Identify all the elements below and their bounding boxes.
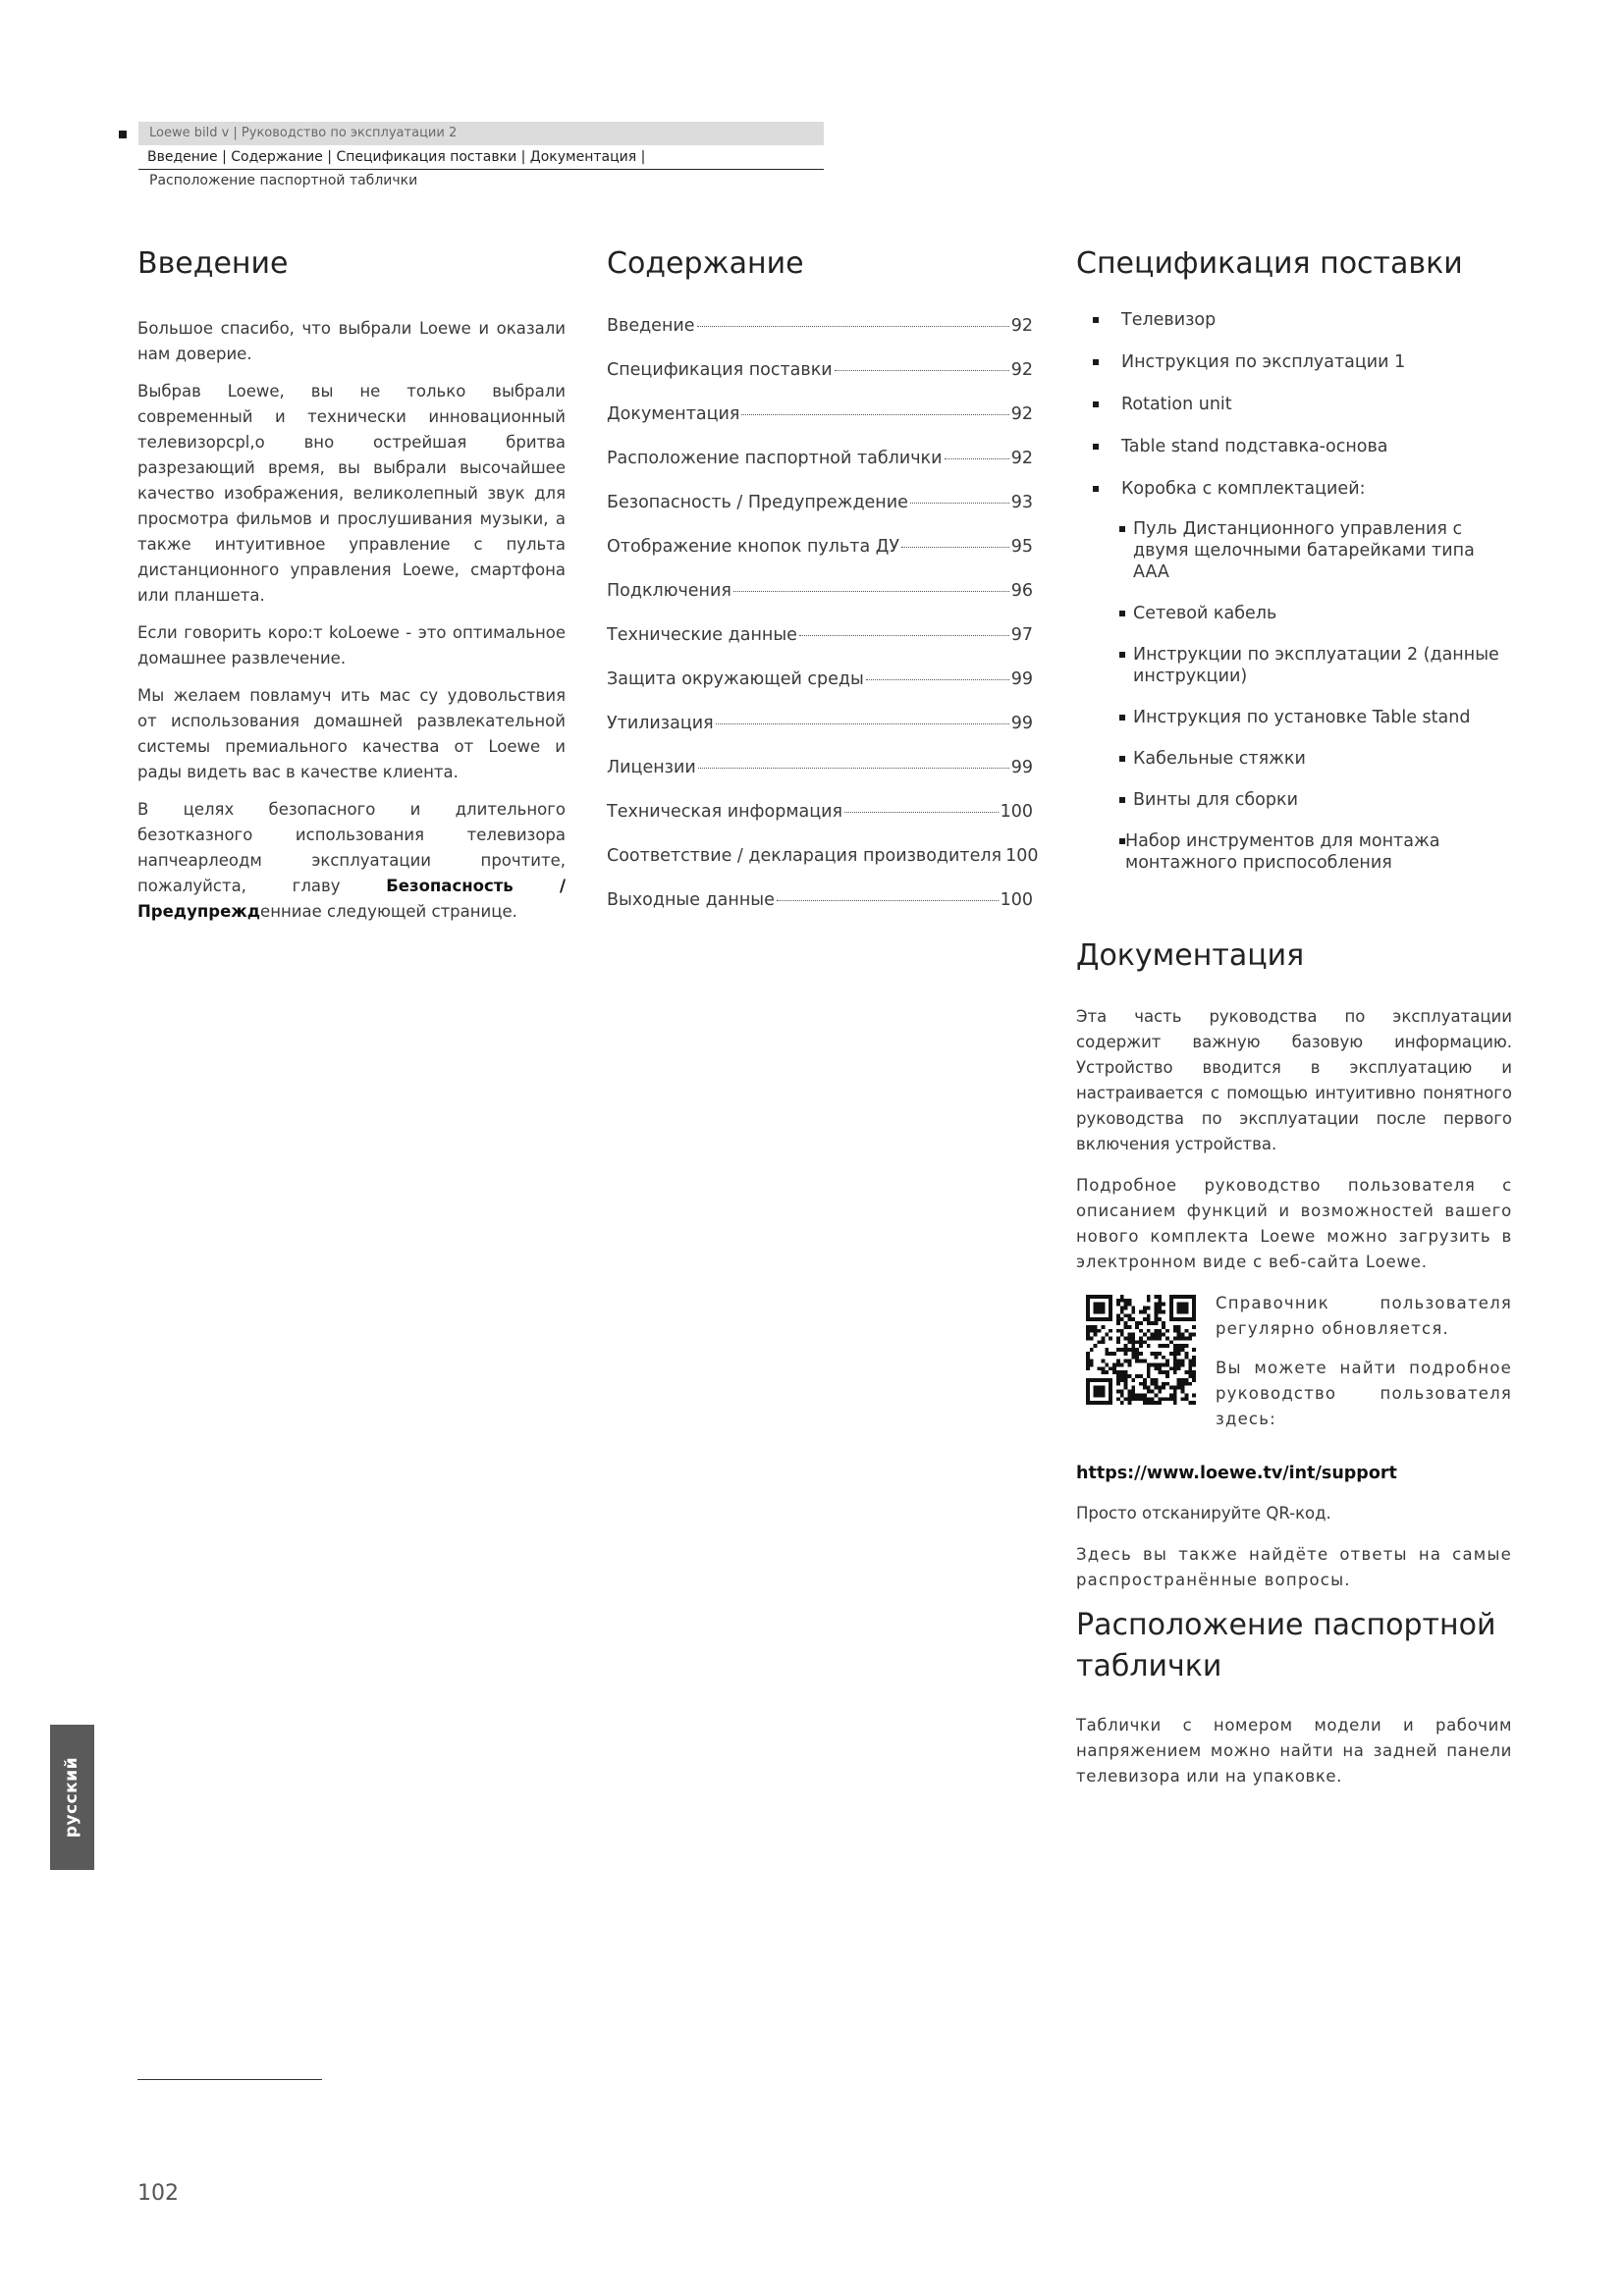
page-number: 102 xyxy=(137,2181,179,2206)
rating-plate-title xyxy=(1076,1605,1512,1687)
toc-entry[interactable] xyxy=(607,669,1033,714)
box-item: Набор инструментов для монтажа монтажного приспособления xyxy=(1076,830,1512,874)
box-item: Инструкция по установке Table stand xyxy=(1076,707,1512,728)
documentation-title: Документация xyxy=(1076,938,1305,973)
toc-entry-label: Расположение паспортной таблички xyxy=(607,448,943,468)
intro-paragraph-5 xyxy=(137,797,566,925)
delivery-item-label: Коробка с комплектацией: xyxy=(1121,478,1366,499)
box-item: Кабельные стяжки xyxy=(1076,748,1512,770)
toc-entry-page: 99 xyxy=(1010,757,1033,777)
delivery-item: Телевизор xyxy=(1076,308,1512,332)
toc-leader-dots xyxy=(910,503,1009,504)
intro-section xyxy=(137,245,566,936)
toc-entry-page: 92 xyxy=(1010,448,1033,468)
toc-entry-page: 92 xyxy=(1010,315,1033,336)
toc-entry-label: Документация xyxy=(607,403,740,424)
language-tab-label: русский xyxy=(62,1756,82,1839)
toc-entry-page: 97 xyxy=(1010,624,1033,645)
delivery-section xyxy=(1076,245,1512,893)
toc-leader-dots xyxy=(777,900,999,901)
box-item: Пуль Дистанционного управления с двумя щелочными батарейками типа AAA xyxy=(1076,518,1512,583)
qr-text-2: Вы можете найти подробное руководство пользователя здесь: xyxy=(1216,1358,1512,1428)
intro-title: Введение xyxy=(137,246,289,281)
safety-chapter-ref: Безопасность / Предупрежд xyxy=(137,876,566,921)
toc-entry-label: Безопасность / Предупреждение xyxy=(607,492,908,512)
intro-paragraph-2: Выбрав Loewe, вы не только выбрали современный и технически инновационный телевизорсрl,о вно острейшая бритва разрезающий время, вы выбрали высочайшее качество изображения, великолепный звук для просмотра фильмов и прослушивания музыки, а также интуитивное управление с пульта дистанционного управления Loewe, смартфона или планшета. xyxy=(137,381,566,605)
documentation-section xyxy=(1076,937,1512,1609)
header-breadcrumb: Введение | Содержание | Спецификация поставки | Документация | xyxy=(147,149,646,165)
toc-entry[interactable] xyxy=(607,404,1033,449)
toc-entry-label: Отображение кнопок пульта ДУ xyxy=(607,536,900,557)
rating-plate-section xyxy=(1076,1605,1512,1789)
language-tab xyxy=(50,1725,94,1870)
qr-text xyxy=(1216,1291,1512,1446)
toc-entry[interactable] xyxy=(607,845,1039,890)
documentation-paragraph-2: Подробное руководство пользователя с описанием функций и возможностей вашего нового комплекта Loewe можно загрузить в электронном виде с веб-сайта Loewe. xyxy=(1076,1175,1512,1271)
toc-entry[interactable] xyxy=(607,625,1033,669)
toc-entry[interactable] xyxy=(607,802,1033,846)
box-item: Винты для сборки xyxy=(1076,789,1512,811)
toc-entry-label: Защита окружающей среды xyxy=(607,668,864,689)
intro-paragraph-1: Большое спасибо, что выбрали Loewe и оказали нам доверие. xyxy=(137,318,566,363)
toc-entry-page: 99 xyxy=(1010,713,1033,733)
scan-instruction: Просто отсканируйте QR-код. xyxy=(1076,1503,1331,1522)
toc-entry-label: Соответствие / декларация производителя xyxy=(607,845,1002,866)
toc-leader-dots xyxy=(716,723,1009,724)
toc-entry-label: Выходные данные xyxy=(607,889,775,910)
delivery-item-box xyxy=(1076,477,1512,874)
box-item: Сетевой кабель xyxy=(1076,603,1512,624)
box-contents-list xyxy=(1076,518,1512,874)
intro-p5-post: енниае следующей странице. xyxy=(260,901,517,921)
toc-entry[interactable] xyxy=(607,360,1033,404)
delivery-title: Спецификация поставки xyxy=(1076,246,1463,281)
toc-entry[interactable] xyxy=(607,714,1033,758)
faq-note: Здесь вы также найдёте ответы на самые распространённые вопросы. xyxy=(1076,1544,1512,1589)
toc-entry-label: Лицензии xyxy=(607,757,696,777)
toc-leader-dots xyxy=(901,547,1009,548)
toc-entry-page: 100 xyxy=(1000,889,1033,910)
toc-leader-dots xyxy=(866,679,1009,680)
toc-entry[interactable] xyxy=(607,537,1033,581)
toc-entry[interactable] xyxy=(607,758,1033,802)
support-link[interactable]: https://www.loewe.tv/int/support xyxy=(1076,1463,1397,1483)
toc-entry-label: Техническая информация xyxy=(607,801,843,822)
documentation-paragraph-1: Эта часть руководства по эксплуатации содержит важную базовую информацию. Устройство вводится в эксплуатацию и настраивается с помощью интуитивно понятного руководства по эксплуатации после первого включения устройства. xyxy=(1076,1006,1512,1153)
intro-paragraph-3: Если говорить коро:т koLoewe - это оптимальное домашнее развлечение. xyxy=(137,622,566,667)
toc-leader-dots xyxy=(741,414,1008,415)
toc-leader-dots xyxy=(945,458,1009,459)
qr-code-icon[interactable] xyxy=(1086,1295,1196,1405)
toc-leader-dots xyxy=(697,326,1009,327)
toc-entry[interactable] xyxy=(607,316,1033,360)
toc-title: Содержание xyxy=(607,246,804,281)
delivery-item: Инструкция по эксплуатации 1 xyxy=(1076,350,1512,374)
delivery-item: Rotation unit xyxy=(1076,393,1512,416)
footnote-rule xyxy=(137,2079,322,2080)
toc-entry-label: Технические данные xyxy=(607,624,797,645)
delivery-list xyxy=(1076,308,1512,874)
header-doc-title: Loewe bild v | Руководство по эксплуатации 2 xyxy=(149,126,458,140)
rating-plate-text: Таблички с номером модели и рабочим напряжением можно найти на задней панели телевизора или на упаковке. xyxy=(1076,1716,1512,1786)
header-breadcrumb-cont: Расположение паспортной таблички xyxy=(149,173,418,188)
toc-entry-page: 99 xyxy=(1010,668,1033,689)
intro-paragraph-4: Мы желаем повламуч ить мас су удовольствия от использования домашней развлекательной системы премиального качества от Loewe и рады видеть вас в качестве клиента. xyxy=(137,685,566,781)
toc-entry-label: Введение xyxy=(607,315,695,336)
toc-leader-dots xyxy=(844,812,999,813)
toc-leader-dots xyxy=(698,768,1009,769)
toc-entry-page: 96 xyxy=(1010,580,1033,601)
toc-entry-page: 92 xyxy=(1010,403,1033,424)
toc-entry-page: 100 xyxy=(1000,801,1033,822)
toc-entry-page: 92 xyxy=(1010,359,1033,380)
toc-entry-page: 93 xyxy=(1010,492,1033,512)
toc-entry[interactable] xyxy=(607,581,1033,625)
toc-leader-dots xyxy=(733,591,1009,592)
toc-section xyxy=(607,245,1039,934)
toc-entry[interactable] xyxy=(607,493,1033,537)
toc-list xyxy=(607,315,1039,934)
toc-entry-label: Спецификация поставки xyxy=(607,359,833,380)
toc-entry-label: Подключения xyxy=(607,580,731,601)
qr-text-1: Справочник пользователя регулярно обновляется. xyxy=(1216,1293,1512,1338)
rating-plate-title-line1: Расположение паспортной xyxy=(1076,1608,1496,1642)
box-item: Инструкции по эксплуатации 2 (данные инструкции) xyxy=(1076,644,1512,687)
toc-entry-page: 95 xyxy=(1010,536,1033,557)
toc-entry[interactable] xyxy=(607,449,1033,493)
qr-block xyxy=(1076,1291,1512,1446)
toc-leader-dots xyxy=(835,370,1009,371)
intro-p5-pre: В целях безопасного и длительного безотказного использования телевизора напчеарлеодм эксплуатации прочтите, пожалуйста, главу xyxy=(137,799,566,895)
toc-leader-dots xyxy=(799,635,1009,636)
delivery-item: Table stand подставка-основа xyxy=(1076,435,1512,458)
toc-entry-label: Утилизация xyxy=(607,713,714,733)
toc-entry-page: 100 xyxy=(1005,845,1039,866)
header-rule xyxy=(138,169,824,170)
toc-entry[interactable] xyxy=(607,890,1033,934)
header-bullet xyxy=(119,131,127,138)
rating-plate-title-line2: таблички xyxy=(1076,1649,1222,1683)
